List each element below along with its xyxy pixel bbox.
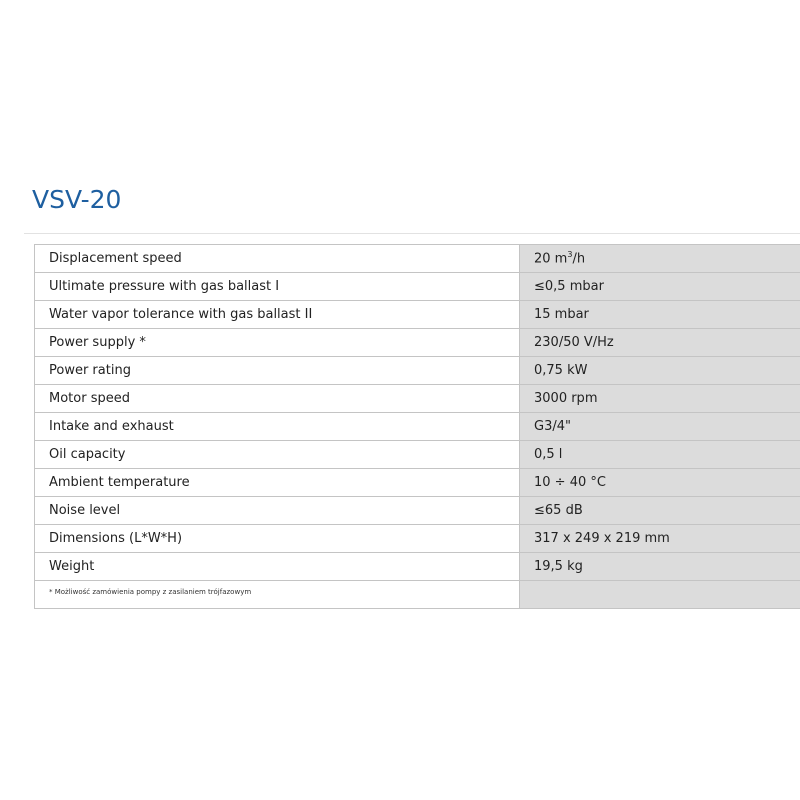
spec-value: 317 x 249 x 219 mm xyxy=(520,525,800,553)
spec-value: 230/50 V/Hz xyxy=(520,329,800,357)
spec-table xyxy=(34,244,800,609)
table-row xyxy=(35,357,800,385)
table-row xyxy=(35,245,800,273)
spec-value: G3/4" xyxy=(520,413,800,441)
table-row xyxy=(35,441,800,469)
spec-label: Dimensions (L*W*H) xyxy=(35,525,520,553)
spec-label: Water vapor tolerance with gas ballast II xyxy=(35,301,520,329)
empty-value-cell xyxy=(520,581,800,609)
spec-label: Motor speed xyxy=(35,385,520,413)
table-row xyxy=(35,385,800,413)
table-row xyxy=(35,413,800,441)
table-row xyxy=(35,525,800,553)
product-title: VSV-20 xyxy=(32,185,122,214)
title-divider xyxy=(24,233,800,234)
spec-label: Ambient temperature xyxy=(35,469,520,497)
footnote-cell xyxy=(35,581,520,609)
spec-label: Noise level xyxy=(35,497,520,525)
spec-value: 10 ÷ 40 °C xyxy=(520,469,800,497)
spec-value: 0,75 kW xyxy=(520,357,800,385)
spec-value: 3000 rpm xyxy=(520,385,800,413)
spec-value: 20 $m^3/h$ xyxy=(520,245,800,273)
spec-value: 0,5 l xyxy=(520,441,800,469)
spec-label: Intake and exhaust xyxy=(35,413,520,441)
table-row xyxy=(35,469,800,497)
spec-value: ≤0,5 mbar xyxy=(520,273,800,301)
spec-label: Oil capacity xyxy=(35,441,520,469)
footnote-text: * Możliwość zamówienia pompy z zasilaniem trójfazowym xyxy=(49,588,252,596)
spec-value: ≤65 dB xyxy=(520,497,800,525)
table-row xyxy=(35,553,800,581)
table-row xyxy=(35,301,800,329)
spec-label: Power rating xyxy=(35,357,520,385)
spec-label: Ultimate pressure with gas ballast I xyxy=(35,273,520,301)
spec-label: Weight xyxy=(35,553,520,581)
table-row xyxy=(35,329,800,357)
table-row xyxy=(35,273,800,301)
table-row xyxy=(35,497,800,525)
spec-value: 15 mbar xyxy=(520,301,800,329)
spec-label: Power supply * xyxy=(35,329,520,357)
spec-label: Displacement speed xyxy=(35,245,520,273)
spec-value: 19,5 kg xyxy=(520,553,800,581)
footnote-row xyxy=(35,581,800,609)
